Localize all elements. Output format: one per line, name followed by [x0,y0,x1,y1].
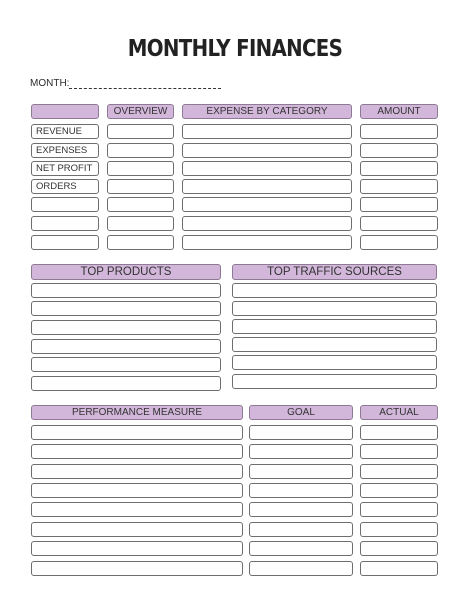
traffic-row[interactable] [232,319,437,334]
header-blank [31,104,99,119]
row-label-cell[interactable] [31,235,99,250]
input-cell[interactable] [360,124,438,139]
month-field[interactable] [30,78,221,89]
actual-cell[interactable] [360,464,438,479]
header-top-products: TOP PRODUCTS [31,264,221,280]
header-amount: AMOUNT [360,104,438,119]
input-cell[interactable] [360,143,438,158]
input-cell[interactable] [182,143,352,158]
goal-cell[interactable] [249,561,353,576]
measure-row[interactable] [31,522,243,537]
actual-cell[interactable] [360,425,438,440]
input-cell[interactable] [107,197,174,212]
input-cell[interactable] [182,124,352,139]
product-row[interactable] [31,339,221,354]
goal-cell[interactable] [249,425,353,440]
row-label-cell[interactable] [31,197,99,212]
input-cell[interactable] [182,197,352,212]
input-cell[interactable] [182,161,352,176]
goal-cell[interactable] [249,444,353,459]
input-cell[interactable] [107,216,174,231]
month-line [69,78,221,89]
page-title: MONTHLY FINANCES [127,36,343,62]
actual-cell[interactable] [360,522,438,537]
measure-row[interactable] [31,425,243,440]
input-cell[interactable] [107,235,174,250]
header-performance-measure: PERFORMANCE MEASURE [31,405,243,420]
input-cell[interactable] [360,216,438,231]
product-row[interactable] [31,301,221,316]
goal-cell[interactable] [249,483,353,498]
product-row[interactable] [31,283,221,298]
header-goal: GOAL [249,405,353,420]
traffic-row[interactable] [232,283,437,298]
input-cell[interactable] [107,161,174,176]
product-row[interactable] [31,320,221,335]
traffic-row[interactable] [232,355,437,370]
input-cell[interactable] [360,197,438,212]
measure-row[interactable] [31,502,243,517]
row-label-cell[interactable]: REVENUE [31,124,99,139]
actual-cell[interactable] [360,444,438,459]
measure-row[interactable] [31,444,243,459]
goal-cell[interactable] [249,464,353,479]
row-label-cell[interactable]: ORDERS [31,179,99,194]
measure-row[interactable] [31,464,243,479]
input-cell[interactable] [182,179,352,194]
goal-cell[interactable] [249,502,353,517]
actual-cell[interactable] [360,483,438,498]
input-cell[interactable] [360,161,438,176]
header-actual: ACTUAL [360,405,438,420]
header-expense-by-category: EXPENSE BY CATEGORY [182,104,352,119]
product-row[interactable] [31,376,221,391]
measure-row[interactable] [31,561,243,576]
goal-cell[interactable] [249,541,353,556]
traffic-row[interactable] [232,337,437,352]
header-overview: OVERVIEW [107,104,174,119]
input-cell[interactable] [107,143,174,158]
actual-cell[interactable] [360,561,438,576]
row-label-cell[interactable]: NET PROFIT [31,161,99,176]
actual-cell[interactable] [360,541,438,556]
traffic-row[interactable] [232,374,437,389]
input-cell[interactable] [182,235,352,250]
input-cell[interactable] [360,235,438,250]
measure-row[interactable] [31,541,243,556]
product-row[interactable] [31,357,221,372]
measure-row[interactable] [31,483,243,498]
header-top-traffic-sources: TOP TRAFFIC SOURCES [232,264,437,280]
actual-cell[interactable] [360,502,438,517]
input-cell[interactable] [182,216,352,231]
traffic-row[interactable] [232,301,437,316]
row-label-cell[interactable]: EXPENSES [31,143,99,158]
goal-cell[interactable] [249,522,353,537]
input-cell[interactable] [107,124,174,139]
input-cell[interactable] [107,179,174,194]
row-label-cell[interactable] [31,216,99,231]
month-label: MONTH: [30,78,70,89]
input-cell[interactable] [360,179,438,194]
